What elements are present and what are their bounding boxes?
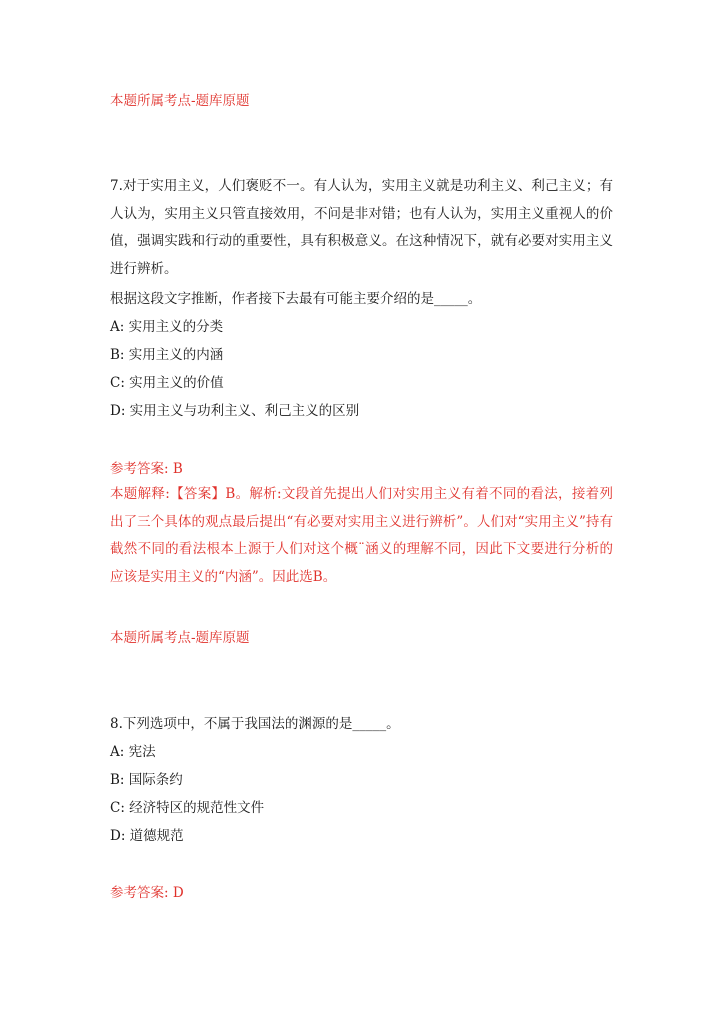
question-7-explanation: 本题解释:【答案】B。解析:文段首先提出人们对实用主义有着不同的看法，接着列出了三个具体的观点最后提出“有必要对实用主义进行辨析”。人们对“实用主义”持有截然不同的看法根本上源于人们对这个概¨涵义的理解不同，因此下文要进行分析的应该是实用主义的“内涵”。因此选B。 (110, 486, 613, 585)
section-label: 本题所属考点-题库原题 (110, 93, 250, 109)
question-8-option-a: A: 宪法 (110, 744, 156, 760)
question-8-option-c: C: 经济特区的规范性文件 (110, 800, 265, 816)
question-8-stem: 8.下列选项中，不属于我国法的渊源的是_____。 (110, 716, 400, 732)
question-7-prompt: 根据这段文字推断，作者接下去最有可能主要介绍的是_____。 (110, 291, 482, 307)
section-label: 本题所属考点-题库原题 (110, 630, 250, 646)
question-7-option-a: A: 实用主义的分类 (110, 319, 224, 335)
question-7-option-b: B: 实用主义的内涵 (110, 347, 224, 363)
question-8-option-d: D: 道德规范 (110, 828, 184, 844)
question-7-stem: 7.对于实用主义，人们褒贬不一。有人认为，实用主义就是功利主义、利己主义；有人认为，实用主义只管直接效用，不问是非对错；也有人认为，实用主义重视人的价值，强调实践和行动的重要性，具有积极意义。在这种情况下，就有必要对实用主义进行辨析。 (110, 178, 613, 277)
question-7-option-d: D: 实用主义与功利主义、利己主义的区别 (110, 403, 360, 419)
question-7-answer: 参考答案: B (110, 461, 183, 477)
question-8-answer: 参考答案: D (110, 885, 184, 901)
question-7-option-c: C: 实用主义的价值 (110, 375, 224, 391)
question-8-option-b: B: 国际条约 (110, 772, 183, 788)
